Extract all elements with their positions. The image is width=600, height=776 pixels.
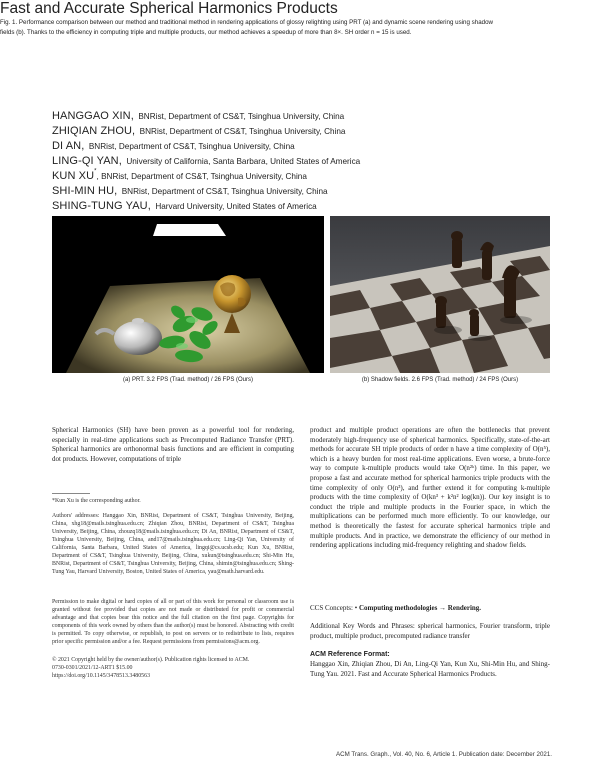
chess-scene-image	[330, 216, 550, 373]
author-affiliation: Harvard University, United States of America	[155, 202, 317, 211]
reference-format-text: Hanggao Xin, Zhiqian Zhou, Di An, Ling-Qi Yan, Kun Xu, Shi-Min Hu, and Shing-Tung Yau. 2021. Fast and Accurate Spherical Harmonics Products.	[310, 660, 550, 678]
author-line	[52, 196, 317, 214]
author-name: ZHIQIAN ZHOU,	[52, 125, 136, 137]
figure-prt-render	[52, 216, 324, 373]
author-affiliation: BNRist, Department of CS&T, Tsinghua University, China	[121, 187, 328, 196]
author-name: SHI-MIN HU,	[52, 185, 118, 197]
corresponding-footnote: *Kun Xu is the corresponding author.	[52, 498, 141, 504]
teapot	[114, 321, 162, 355]
author-affiliation: BNRist, Department of CS&T, Tsinghua University, China	[138, 112, 345, 121]
issn-line: 0730-0301/2021/12-ART1 $15.00	[52, 665, 133, 671]
author-affiliation: University of California, Santa Barbara, United States of America	[126, 157, 361, 166]
keywords: Additional Key Words and Phrases: spherical harmonics, Fourier transform, triple product, multiple product, precomputed radiance transfer	[310, 622, 550, 640]
author-name: KUN XU	[52, 170, 95, 182]
footnote-rule	[52, 493, 90, 494]
author-name: HANGGAO XIN,	[52, 110, 134, 122]
prt-scene-image	[52, 216, 324, 373]
figure-shadow-fields-render	[330, 216, 550, 373]
left-column	[52, 426, 294, 464]
area-light	[153, 224, 226, 236]
copyright-line: © 2021 Copyright held by the owner/author(s). Publication rights licensed to ACM.	[52, 657, 250, 663]
page-footer: ACM Trans. Graph., Vol. 40, No. 6, Article 1. Publication date: December 2021.	[336, 751, 552, 758]
ccs-value: Computing methodologies → Rendering.	[358, 604, 482, 612]
paper-title: Fast and Accurate Spherical Harmonics Products	[0, 0, 338, 17]
ccs-label: CCS Concepts: •	[310, 604, 358, 612]
figure-caption: Fig. 1. Performance comparison between our method and traditional method in rendering applications of glossy relighting using PRT (a) and dynamic scene rendering using shadow fields (b). Thanks to the efficiency in computing triple and multiple products, our method achieves a speedup of more than 8×. SH order n = 15 is used.	[0, 19, 493, 36]
author-affiliation: BNRist, Department of CS&T, Tsinghua University, China	[139, 127, 346, 136]
author-affiliation: , BNRist, Department of CS&T, Tsinghua University, China	[96, 172, 307, 181]
figure-caption-b: (b) Shadow fields. 2.6 FPS (Trad. method) / 24 FPS (Ours)	[361, 377, 519, 383]
corresponding-author-mark: *	[94, 168, 97, 175]
author-affiliation: BNRist, Department of CS&T, Tsinghua University, China	[88, 142, 295, 151]
introduction-text: Spherical Harmonics (SH) have been proven as a powerful tool for rendering, especially in real-time applications such as Precomputed Radiance Transfer (PRT). Spherical harmonics are orthonormal basis functions and are efficient in computing dot products. However, computations of triple	[52, 426, 294, 463]
reference-format-heading: ACM Reference Format:	[310, 651, 390, 658]
doi-link[interactable]: https://doi.org/10.1145/3478513.3480563	[52, 673, 151, 679]
abstract-text: product and multiple product operations are often the bottlenecks that prevent moderately high-frequency use of spherical harmonics. Specifically, state-of-the-art methods for accurate SH triple products of order n have a time complexity of O(n⁵), which is a heavy burden for most real-time applications. Even worse, a brute-force way to compute k-multiple products would take O(n²ᵏ) time. In this paper, we propose a fast and accurate method for spherical harmonics triple products with the time complexity of only O(n³), and further extend it for computing k-multiple products with the time complexity of O(kn³ + k²n² log(kn)). Our key insight is to conduct the triple and multiple products in the Fourier space, in which the multiplications can be performed much more efficiently. To our knowledge, our method is theoretically the fastest for accurate spherical harmonics triple and multiple products. And in practice, we demonstrate the efficiency of our method in rendering applications including mid-frequency relighting and shadow fields.	[310, 426, 550, 550]
author-name: DI AN,	[52, 140, 85, 152]
author-name: SHING-TUNG YAU,	[52, 200, 151, 212]
author-name: LING-QI YAN,	[52, 155, 122, 167]
figure-caption-a: (a) PRT. 3.2 FPS (Trad. method) / 26 FPS (Ours)	[122, 377, 254, 383]
ccs-concepts	[310, 604, 550, 614]
author-addresses: Authors' addresses: Hanggao Xin, BNRist, Department of CS&T, Tsinghua University, Beijing, China, xhg18@mails.tsinghua.edu.cn; Zhiqian Zhou, BNRist, Department of CS&T, Tsinghua University, Beijing, China, zhouzq18@mails.tsinghua.edu.cn; Di An, BNRist, Department of CS&T, Tsinghua University, Beijing, China, and17@mails.tsinghua.edu.cn; Ling-Qi Yan, University of California, Santa Barbara, United States of America, lingqi@cs.ucsb.edu; Kun Xu, BNRist, Department of CS&T, Tsinghua University, Beijing, China, xukun@tsinghua.edu.cn; Shi-Min Hu, BNRist, Department of CS&T, Tsinghua University, Beijing, China, shimin@tsinghua.edu.cn; Shing-Tung Yau, Harvard University, Boston, United States of America, yau@math.harvard.edu.	[52, 513, 294, 575]
permission-notice: Permission to make digital or hard copies of all or part of this work for personal or classroom use is granted without fee provided that copies are not made or distributed for profit or commercial advantage and that copies bear this notice and the full citation on the first page. Copyrights for components of this work owned by others than the author(s) must be honored. Abstracting with credit is permitted. To copy otherwise, or republish, to post on servers or to redistribute to lists, requires prior specific permission and/or a fee. Request permissions from permissions@acm.org.	[52, 599, 294, 645]
